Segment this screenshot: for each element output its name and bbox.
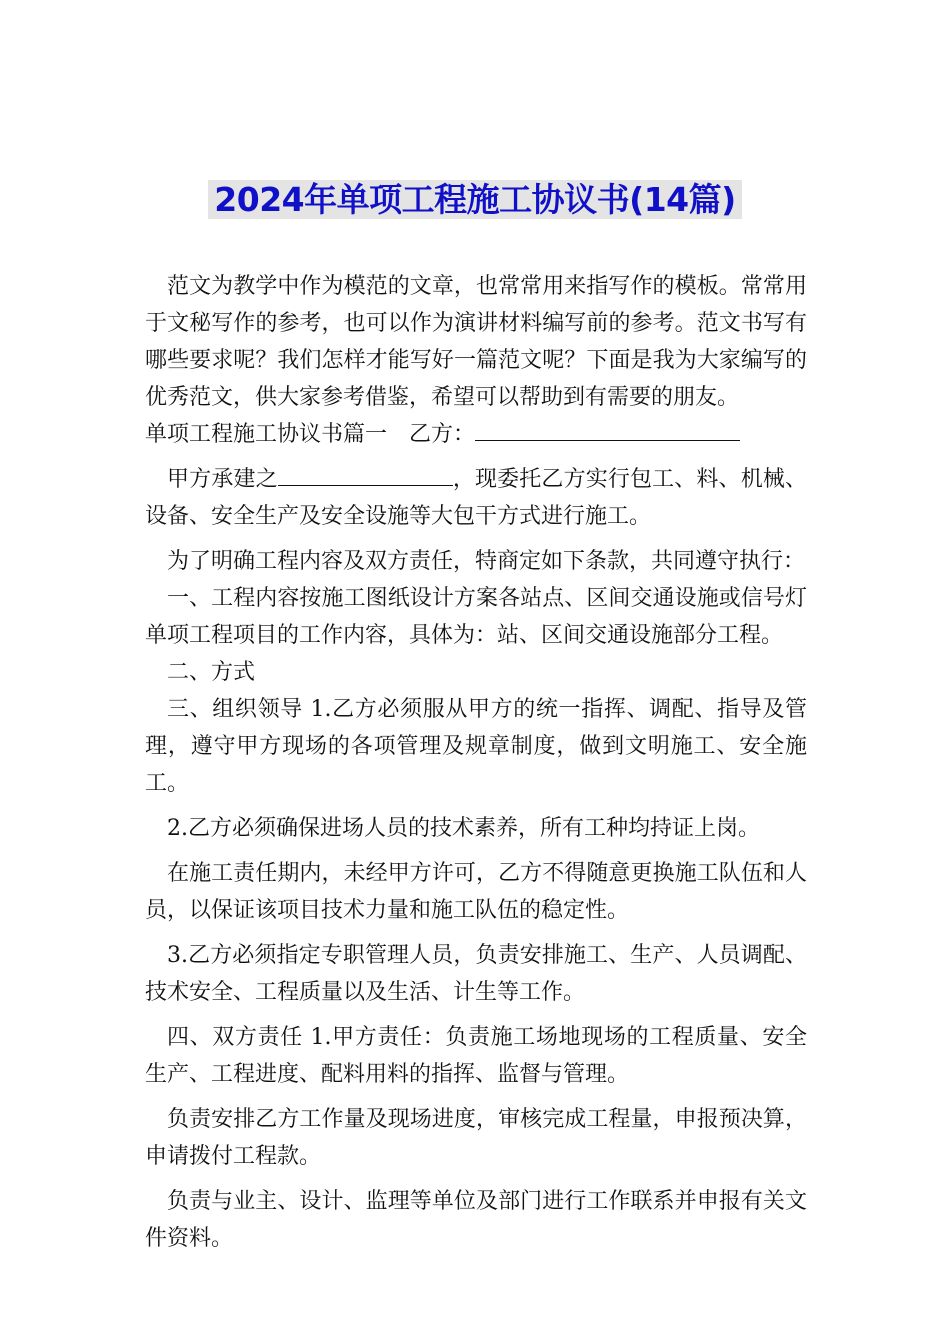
party-b-blank-line	[475, 418, 740, 441]
title-text: 2024年单项工程施工协议书(14篇)	[208, 180, 741, 219]
paragraph-item-2: 2.乙方必须确保进场人员的技术素养，所有工种均持证上岗。	[167, 816, 760, 841]
article-heading-text: 单项工程施工协议书篇一 乙方：	[145, 422, 476, 447]
document-body	[145, 268, 807, 1257]
paragraph-article-heading	[145, 416, 807, 453]
paragraph-responsibility-period: 在施工责任期内，未经甲方许可，乙方不得随意更换施工队伍和人员，以保证该项目技术力量和施工队伍的稳定性。	[145, 861, 807, 923]
paragraph-section-1: 一、工程内容按施工图纸设计方案各站点、区间交通设施或信号灯单项工程项目的工作内容，具体为：站、区间交通设施部分工程。	[145, 586, 807, 648]
contract-scope-lead: 甲方承建之	[167, 467, 278, 492]
contract-scope-rest: ，现委托乙方实行包工、料、机械、设备、安全生产及安全设施等大包干方式进行施工。	[145, 467, 807, 529]
paragraph-purpose: 为了明确工程内容及双方责任，特商定如下条款，共同遵守执行：	[167, 549, 806, 574]
paragraph-section-3: 三、组织领导 1.乙方必须服从甲方的统一指挥、调配、指导及管理，遵守甲方现场的各项管理及规章制度，做到文明施工、安全施工。	[145, 697, 807, 796]
paragraph-party-a-workload: 负责安排乙方工作量及现场进度，审核完成工程量，申报预决算，申请拨付工程款。	[145, 1107, 807, 1169]
project-blank-line	[278, 463, 453, 486]
paragraph-item-3: 3.乙方必须指定专职管理人员，负责安排施工、生产、人员调配、技术安全、工程质量以及生活、计生等工作。	[145, 943, 807, 1005]
paragraph-intro: 范文为教学中作为模范的文章，也常常用来指写作的模板。常常用于文秘写作的参考，也可以作为演讲材料编写前的参考。范文书写有哪些要求呢？我们怎样才能写好一篇范文呢？下面是我为大家编写的优秀范文，供大家参考借鉴，希望可以帮助到有需要的朋友。	[145, 274, 807, 410]
paragraph-party-a-liaison: 负责与业主、设计、监理等单位及部门进行工作联系并申报有关文件资料。	[145, 1189, 807, 1251]
paragraph-section-4: 四、双方责任 1.甲方责任：负责施工场地现场的工程质量、安全生产、工程进度、配料用料的指挥、监督与管理。	[145, 1025, 807, 1087]
document-title	[0, 176, 950, 224]
paragraph-section-2: 二、方式	[167, 660, 256, 685]
paragraph-contract-scope	[145, 461, 807, 535]
